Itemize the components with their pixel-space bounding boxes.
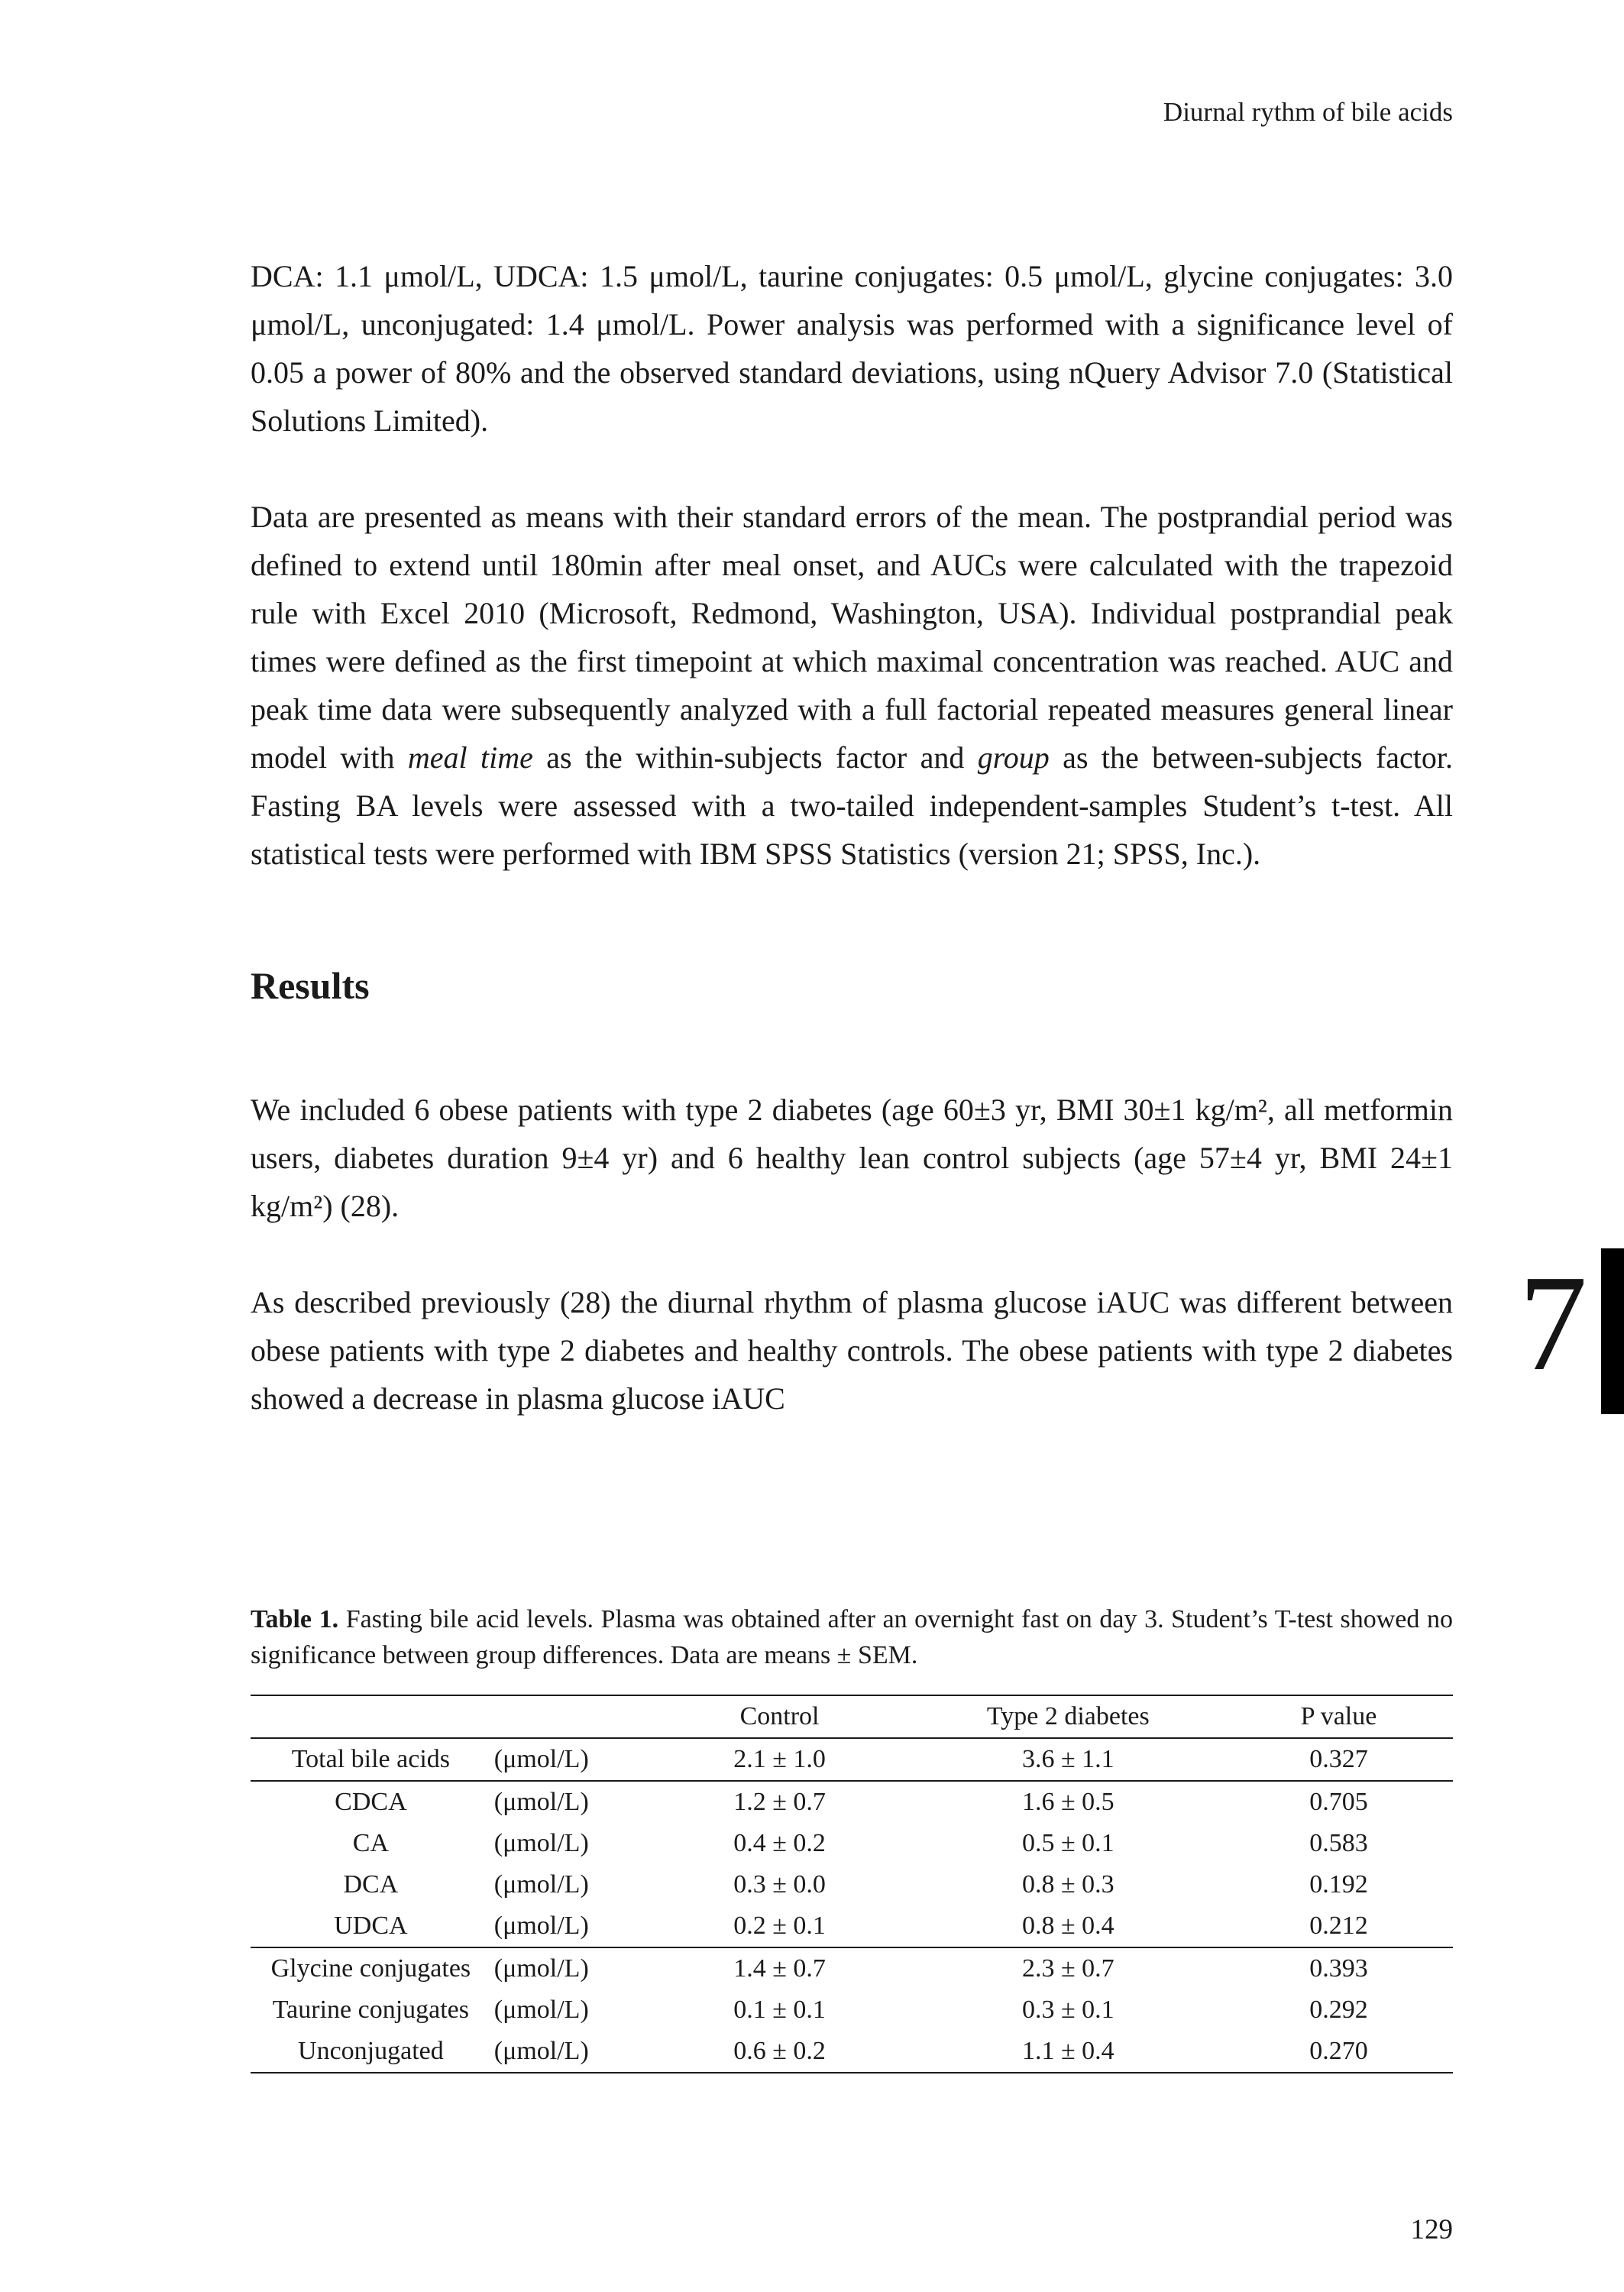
table-cell: CA (352, 1829, 390, 1857)
table-cell: 0.3 ± 0.1 (1021, 1996, 1114, 2024)
table-header (251, 1695, 1453, 1738)
paragraph (251, 1278, 1453, 1423)
table-header-cell: P value (1224, 1695, 1453, 1738)
table-cell: 0.3 ± 0.0 (733, 1870, 826, 1899)
table-row (251, 1947, 1453, 1989)
text-segment: Data are presented as means with their standard errors of the mean. The postprandial period was defined to extend until 180min after meal onset, and AUCs were calculated with the trapezoid rule with Excel 2010 (Microsoft, Redmond, Washington, USA). Individual postprandial peak times were defined as the first timepoint at which maximal concentration was reached. AUC and peak time data were subsequently analyzed with a full factorial repeated measures general linear model with (251, 500, 1453, 775)
table-cell: 0.327 (1224, 1738, 1453, 1781)
table-cell: (μmol/L) (493, 1996, 589, 2024)
table-cell: 0.270 (1309, 2037, 1368, 2065)
table-row (251, 1823, 1453, 1864)
table-cell: Taurine conjugates (272, 1996, 470, 2024)
paragraph (251, 252, 1453, 445)
table-cell: 1.2 ± 0.7 (733, 1788, 826, 1816)
table-header-cell (491, 1695, 648, 1738)
text-segment: Table 1. (251, 1605, 339, 1633)
table-cell: (μmol/L) (491, 1905, 648, 1947)
running-head: Diurnal rythm of bile acids (1163, 97, 1453, 127)
chapter-tab-bar (1601, 1248, 1624, 1414)
table-cell: 0.8 ± 0.3 (1021, 1870, 1114, 1899)
table-cell: 3.6 ± 1.1 (912, 1738, 1224, 1781)
table-cell: 1.1 ± 0.4 (1021, 2037, 1114, 2065)
body-text (251, 252, 1453, 1471)
table-cell: DCA (343, 1870, 399, 1899)
table-cell: 0.8 ± 0.4 (912, 1905, 1224, 1947)
table-caption (251, 1601, 1453, 1673)
table-cell: (μmol/L) (491, 1738, 648, 1781)
table-cell: 0.705 (1309, 1788, 1368, 1816)
table-cell: 1.6 ± 0.5 (1021, 1788, 1114, 1816)
table-cell: 0.583 (1309, 1829, 1368, 1857)
chapter-number: 7 (1519, 1247, 1587, 1399)
text-segment: meal time (407, 740, 533, 775)
text-segment: as the between-subjects factor. Fasting BA levels were assessed with a two-tailed independent-samples Student’s t-test. All statistical tests were performed with IBM SPSS Statistics (version 21; SPSS, Inc.). (251, 740, 1453, 871)
text-segment: group (977, 740, 1050, 775)
table-cell: 2.3 ± 0.7 (1021, 1954, 1114, 1983)
table-row (251, 2031, 1453, 2073)
table-cell: (μmol/L) (493, 1954, 589, 1983)
table-cell: 0.6 ± 0.2 (733, 2037, 826, 2065)
fasting-bile-acids-table (251, 1695, 1453, 2073)
table-header-row (251, 1695, 1453, 1738)
table-cell: UDCA (251, 1905, 491, 1947)
table-header-cell: Control (647, 1695, 911, 1738)
table-row (251, 1781, 1453, 1823)
table-cell: Glycine conjugates (270, 1954, 471, 1983)
table-cell: 2.1 ± 1.0 (647, 1738, 911, 1781)
table-body (251, 1738, 1453, 2073)
text-segment: DCA: 1.1 μmol/L, UDCA: 1.5 μmol/L, taurine conjugates: 0.5 μmol/L, glycine conjugates: 3.0 μmol/L, unconjugated: 1.4 μmol/L. Power analysis was performed with a significance level of 0.05 a power of 80% and the observed standard deviations, using nQuery Advisor 7.0 (Statistical Solutions Limited). (251, 259, 1453, 438)
text-segment: as the within-subjects factor and (532, 740, 978, 775)
text-segment: Fasting bile acid levels. Plasma was obtained after an overnight fast on day 3. Student’s T-test showed no significance between group differences. Data are means ± SEM. (251, 1605, 1453, 1669)
table-cell: Unconjugated (298, 2037, 444, 2065)
text-segment: We included 6 obese patients with type 2 diabetes (age 60±3 yr, BMI 30±1 kg/m², all metformin users, diabetes duration 9±4 yr) and 6 healthy lean control subjects (age 57±4 yr, BMI 24±1 kg/m²) (28). (251, 1093, 1453, 1223)
table-cell: 0.393 (1309, 1954, 1368, 1983)
paragraph (251, 1086, 1453, 1230)
table-cell: Total bile acids (251, 1738, 491, 1781)
table-1-section (251, 1601, 1453, 2073)
table-cell: 0.2 ± 0.1 (647, 1905, 911, 1947)
results-heading: Results (251, 964, 370, 1007)
table-cell: 0.192 (1309, 1870, 1368, 1899)
table-cell: 0.292 (1309, 1996, 1368, 2024)
table-cell: 0.4 ± 0.2 (733, 1829, 826, 1857)
table-row (251, 1864, 1453, 1905)
table-cell: (μmol/L) (493, 1870, 589, 1899)
text-segment: As described previously (28) the diurnal rhythm of plasma glucose iAUC was different between obese patients with type 2 diabetes and healthy controls. The obese patients with type 2 diabetes showed a decrease in plasma glucose iAUC (251, 1285, 1453, 1416)
table-row (251, 1738, 1453, 1781)
table-row (251, 1989, 1453, 2031)
table-cell: (μmol/L) (493, 2037, 589, 2065)
table-cell: 1.4 ± 0.7 (733, 1954, 826, 1983)
table-cell: 0.1 ± 0.1 (733, 1996, 826, 2024)
paragraph (251, 493, 1453, 878)
table-cell: CDCA (335, 1788, 407, 1816)
table-row (251, 1905, 1453, 1947)
table-cell: (μmol/L) (493, 1788, 589, 1816)
table-cell: 0.212 (1224, 1905, 1453, 1947)
page-number: 129 (1410, 2214, 1453, 2245)
table-header-cell: Type 2 diabetes (912, 1695, 1224, 1738)
table-header-cell (251, 1695, 491, 1738)
table-cell: 0.5 ± 0.1 (1021, 1829, 1114, 1857)
table-cell: (μmol/L) (493, 1829, 589, 1857)
